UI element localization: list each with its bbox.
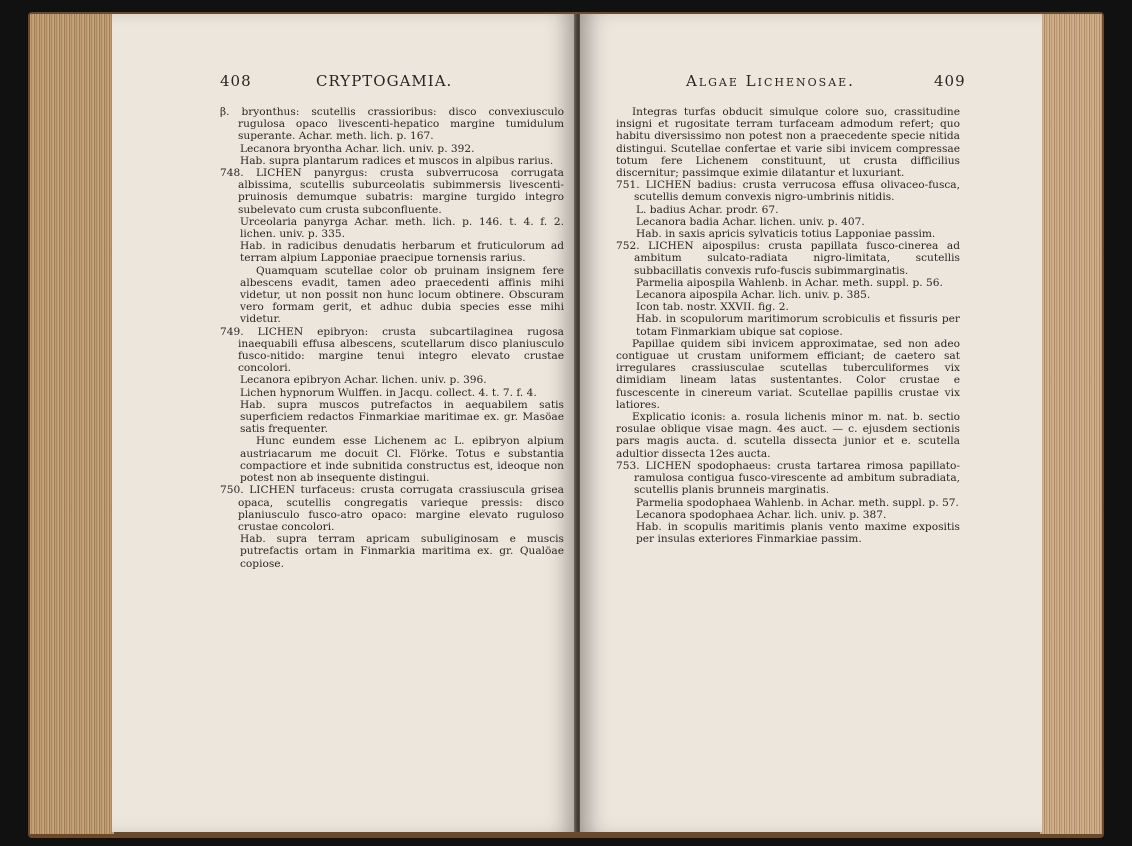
paragraph: Hab. in radicibus denudatis herbarum et fruticulorum ad terram alpium Lapponiae praecipue tornensis rarius. <box>240 240 564 265</box>
paragraph: Papillae quidem sibi invicem approximatae, sed non adeo contiguae ut crustam uniformem efficiant; de caetero sat irregulares crassiusculae scutellas tuberculiformes vix dimidiam lineam latas sustentantes. Color crustae e fuscescente in cinereum variat. Scutellae papillis crustae vix latiores. <box>616 337 960 411</box>
right-page-number: 409 <box>934 72 966 90</box>
left-page <box>112 14 576 832</box>
left-page-number: 408 <box>220 72 252 90</box>
paragraph: Parmelia spodophaea Wahlenb. in Achar. meth. suppl. p. 57. <box>636 496 959 509</box>
paragraph: Hab. in saxis apricis sylvaticis totius Lapponiae passim. <box>636 228 936 241</box>
paragraph: L. badius Achar. prodr. 67. <box>636 203 779 216</box>
paragraph: Quamquam scutellae color ob pruinam insignem fere albescens evadit, tamen adeo praecedenti affinis mihi videtur, ut non possit non hunc locum obtinere. Obscuram vero formam gerit, et adhuc dubia species esse mihi videtur. <box>240 264 564 326</box>
paragraph: Lecanora bryontha Achar. lich. univ. p. 392. <box>240 142 475 155</box>
paragraph: Hab. in scopulis maritimis planis vento maxime expositis per insulas exteriores Finmarkiae passim. <box>636 520 960 546</box>
paragraph: Hab. supra plantarum radices et muscos in alpibus rarius. <box>240 154 554 167</box>
paragraph: Hab. in scopulorum maritimorum scrobiculis et fissuris per totam Finmarkiam ubique sat copiose. <box>636 313 960 338</box>
paragraph: 753. LICHEN spodophaeus: crusta tartarea rimosa papillato-ramulosa contigua fusco-virescente ad ambitum subradiata, scutellis planis brunneis marginatis. <box>616 459 960 497</box>
paragraph: Hab. supra muscos putrefactos in aequabilem satis superficiem redactos Finmarkiae maritimae ex. gr. Masöae satis frequenter. <box>240 398 564 436</box>
paragraph: Lichen hypnorum Wulffen. in Jacqu. collect. 4. t. 7. f. 4. <box>240 386 537 399</box>
page-edges-left <box>30 14 114 834</box>
right-running-head: Algae Lichenosae. <box>686 72 855 90</box>
paragraph: 752. LICHEN aipospilus: crusta papillata fusco-cinerea ad ambitum sulcato-radiata nigro-limitata, scutellis subbacillatis convexis rufo-fuscis subimmarginatis. <box>616 240 960 277</box>
right-page <box>580 14 1042 832</box>
paragraph: Hab. supra terram apricam subuliginosam e muscis putrefactis ortam in Finmarkia maritima ex. gr. Qualöae copiose. <box>240 533 564 570</box>
paragraph: Lecanora aipospila Achar. lich. univ. p. 385. <box>636 289 871 302</box>
paragraph: Integras turfas obducit simulque colore suo, crassitudine insigni et rugositate terram turfaceam admodum refert; quo habitu diversissimo non potest non a praecedente specie nitida distingui. Scutellae confertae et varie sibi invicem compressae totum fere Lichenem constituunt, ut crusta difficilius discernitur; passimque eximie dilatantur et luxuriant. <box>616 106 960 180</box>
paragraph: 748. LICHEN panyrgus: crusta subverrucosa corrugata albissima, scutellis suburceolatis subimmersis livescenti-pruinosis demumque subatris: margine turgido integro subelevato cum crusta subconfluente. <box>220 167 564 216</box>
paragraph: Parmelia aipospila Wahlenb. in Achar. meth. suppl. p. 56. <box>636 276 943 289</box>
left-body-text <box>220 106 564 570</box>
right-body-text <box>616 106 960 545</box>
paragraph: Explicatio iconis: a. rosula lichenis minor m. nat. b. sectio rosulae oblique visae magn. 4es auct. — c. ejusdem sectionis pars magis aucta. d. scutella dissecta junior et e. scutella adultior dissecta 12es aucta. <box>616 411 960 460</box>
paragraph: Icon tab. nostr. XXVII. fig. 2. <box>636 301 789 314</box>
left-header <box>220 72 564 90</box>
paragraph: 749. LICHEN epibryon: crusta subcartilaginea rugosa inaequabili effusa albescens, scutellarum disco planiusculo fusco-nitido: margine tenui integro elevato crustae concolori. <box>220 325 564 375</box>
paragraph: Urceolaria panyrga Achar. meth. lich. p. 146. t. 4. f. 2. lichen. univ. p. 335. <box>240 215 564 241</box>
paragraph: Hunc eundem esse Lichenem ac L. epibryon alpium austriacarum me docuit Cl. Flörke. Totus e substantia compactiore et inde subnitida constructus est, ideoque non potest non ab insequente distingui. <box>240 435 564 485</box>
left-running-head: CRYPTOGAMIA. <box>316 72 453 90</box>
paragraph: Lecanora badia Achar. lichen. univ. p. 407. <box>636 215 865 228</box>
paragraph: Lecanora epibryon Achar. lichen. univ. p. 396. <box>240 374 487 387</box>
paragraph: β. bryonthus: scutellis crassioribus: disco convexiusculo rugulosa opaco livescenti-hepatico margine tumidulum superante. Achar. meth. lich. p. 167. <box>220 106 564 143</box>
paragraph: 750. LICHEN turfaceus: crusta corrugata crassiuscula grisea opaca, scutellis congregatis varieque pressis: disco planiusculo fusco-atro opaco: margine elevato ruguloso crustae concolori. <box>220 484 564 533</box>
page-edges-right <box>1040 14 1102 834</box>
paragraph: Lecanora spodophaea Achar. lich. univ. p. 387. <box>636 508 887 521</box>
paragraph: 751. LICHEN badius: crusta verrucosa effusa olivaceo-fusca, scutellis demum convexis nigro-umbrinis nitidis. <box>616 179 960 204</box>
